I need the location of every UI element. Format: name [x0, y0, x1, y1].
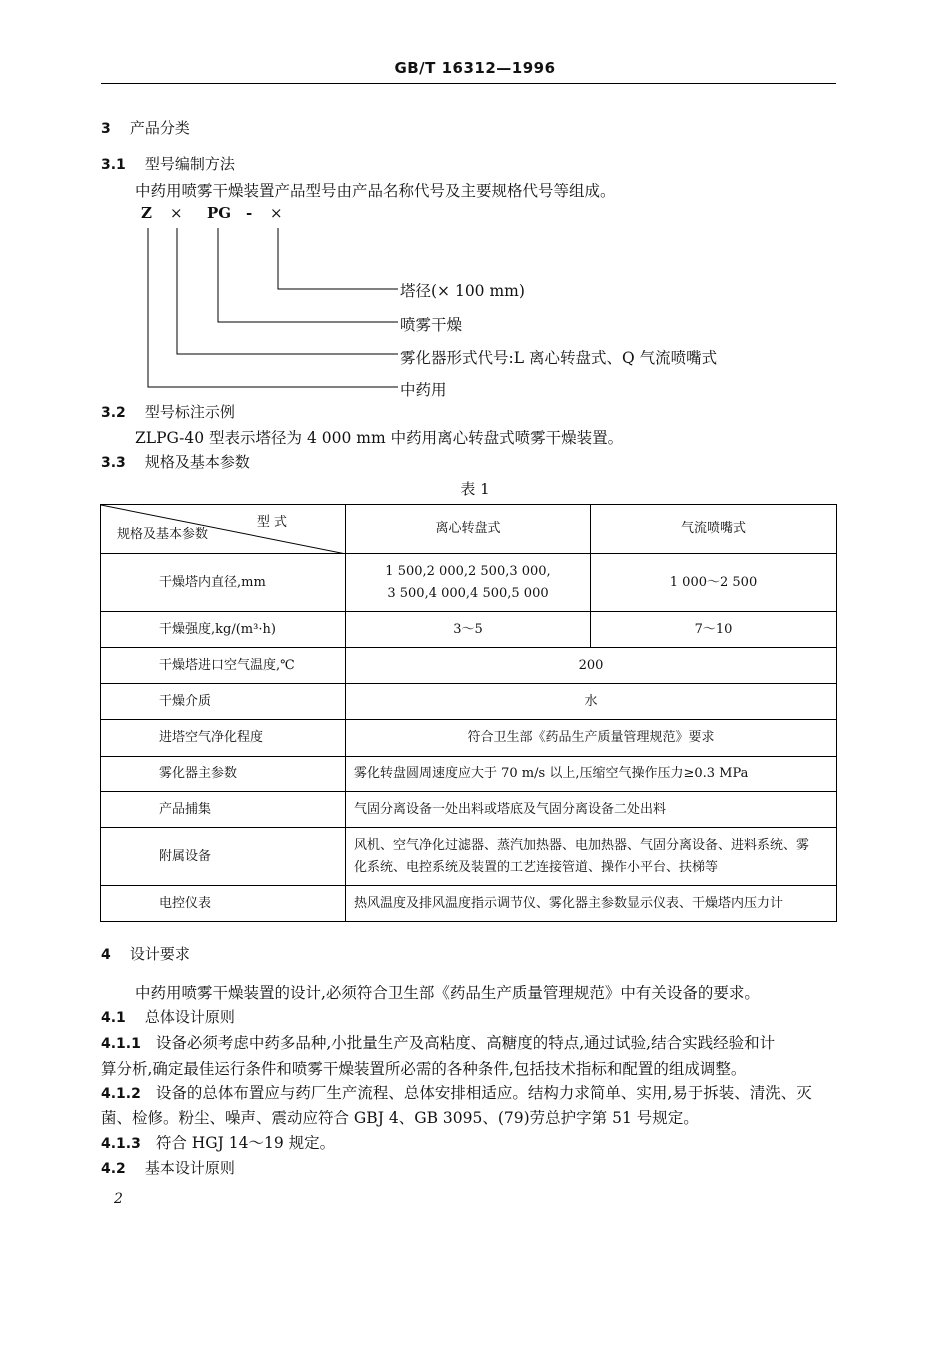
table-row [101, 684, 837, 720]
table-cell [346, 554, 591, 612]
row-label: 干燥塔内直径,mm [101, 554, 346, 612]
clause-number: 4.1.1 [101, 1036, 141, 1052]
section-title: 型号标注示例 [144, 403, 235, 421]
table-cell: 符合卫生部《药品生产质量管理规范》要求 [346, 720, 837, 757]
section-title: 产品分类 [129, 119, 190, 137]
section-title: 总体设计原则 [144, 1008, 235, 1026]
spec-table [100, 504, 837, 922]
table-cell: 热风温度及排风温度指示调节仪、雾化器主参数显示仪表、干燥塔内压力计 [346, 886, 837, 922]
code-z: Z [141, 204, 152, 222]
section-title: 规格及基本参数 [144, 453, 250, 471]
table-row [101, 886, 837, 922]
clause-text: 设备必须考虑中药多品种,小批量生产及高粘度、高糖度的特点,通过试验,结合实践经验和计 [155, 1034, 776, 1052]
row-label: 干燥强度,kg/(m³·h) [101, 612, 346, 648]
section-4-2-heading [101, 1157, 235, 1178]
table-row [101, 828, 837, 886]
section-number: 3.1 [101, 157, 126, 173]
document-header: GB/T 16312—1996 [394, 59, 556, 77]
table-cell: 200 [346, 648, 837, 684]
clause-text: 设备的总体布置应与药厂生产流程、总体安排相适应。结构力求简单、实用,易于拆装、清洗、灭 [155, 1084, 812, 1102]
table-cell: 雾化转盘圆周速度应大于 70 m/s 以上,压缩空气操作压力≥0.3 MPa [346, 757, 837, 792]
section-number: 3.2 [101, 405, 126, 421]
table-cell: 气固分离设备一处出料或塔底及气固分离设备二处出料 [346, 792, 837, 828]
table-caption: 表 1 [460, 480, 490, 498]
cell-line: 3 500,4 000,4 500,5 000 [387, 585, 549, 601]
table-cell: 7～10 [591, 612, 837, 648]
clause-number: 4.1.3 [101, 1136, 141, 1152]
column-header: 离心转盘式 [346, 505, 591, 554]
table-row [101, 757, 837, 792]
leader-line-atomizer [177, 228, 398, 354]
table-cell: 水 [346, 684, 837, 720]
section-number: 4.2 [101, 1161, 126, 1177]
paragraph: 中药用喷雾干燥装置产品型号由产品名称代号及主要规格代号等组成。 [135, 182, 616, 200]
clause-4-1-2 [101, 1081, 812, 1103]
clause-number: 4.1.2 [101, 1086, 141, 1102]
code-dash: - [246, 204, 253, 222]
section-title: 型号编制方法 [144, 155, 235, 173]
table-row [101, 792, 837, 828]
table-cell: 3～5 [346, 612, 591, 648]
row-label: 进塔空气净化程度 [101, 720, 346, 757]
corner-bottom-label: 规格及基本参数 [117, 527, 209, 542]
clause-text: 符合 HGJ 14～19 规定。 [155, 1134, 336, 1152]
table-cell [346, 828, 837, 886]
label-tcm: 中药用 [400, 381, 447, 399]
code-x1: × [170, 204, 183, 222]
leader-line-diameter [278, 228, 398, 289]
section-4-heading [101, 943, 190, 964]
section-number: 3.3 [101, 455, 126, 471]
cell-line: 化系统、电控系统及装置的工艺连接管道、操作小平台、扶梯等 [354, 859, 719, 875]
table-row [101, 554, 837, 612]
page-number: 2 [114, 1191, 123, 1207]
clause-4-1-3 [101, 1131, 335, 1153]
section-3-2-heading [101, 401, 235, 422]
cell-line: 风机、空气净化过滤器、蒸汽加热器、电加热器、气固分离设备、进料系统、雾 [354, 837, 810, 853]
paragraph: ZLPG-40 型表示塔径为 4 000 mm 中药用离心转盘式喷雾干燥装置。 [135, 429, 624, 447]
section-3-3-heading [101, 451, 250, 472]
label-atomizer: 雾化器形式代号:L 离心转盘式、Q 气流喷嘴式 [400, 349, 718, 367]
section-number: 3 [101, 121, 111, 137]
table-header-row [101, 505, 837, 554]
corner-top-label: 型 式 [256, 515, 287, 530]
table-cell: 1 000～2 500 [591, 554, 837, 612]
section-title: 设计要求 [129, 945, 190, 963]
paragraph: 中药用喷雾干燥装置的设计,必须符合卫生部《药品生产质量管理规范》中有关设备的要求。 [135, 984, 760, 1002]
label-spray-drying: 喷雾干燥 [400, 316, 463, 334]
row-label: 电控仪表 [101, 886, 346, 922]
row-label: 附属设备 [101, 828, 346, 886]
corner-cell [101, 505, 346, 554]
clause-line: 菌、检修。粉尘、噪声、震动应符合 GBJ 4、GB 3095、(79)劳总护字第 51 号规定。 [101, 1109, 699, 1127]
label-diameter: 塔径(× 100 mm) [400, 282, 525, 300]
section-number: 4 [101, 947, 111, 963]
table-row [101, 612, 837, 648]
column-header: 气流喷嘴式 [591, 505, 837, 554]
section-number: 4.1 [101, 1010, 126, 1026]
table-row [101, 648, 837, 684]
table-row [101, 720, 837, 757]
clause-line: 算分析,确定最佳运行条件和喷雾干燥装置所必需的各种条件,包括技术指标和配置的组成调整。 [101, 1060, 747, 1078]
code-pg: PG [207, 204, 232, 222]
row-label: 干燥介质 [101, 684, 346, 720]
row-label: 干燥塔进口空气温度,℃ [101, 648, 346, 684]
code-x2: × [270, 204, 283, 222]
section-title: 基本设计原则 [144, 1159, 235, 1177]
row-label: 雾化器主参数 [101, 757, 346, 792]
row-label: 产品捕集 [101, 792, 346, 828]
leader-line-spray [218, 228, 398, 322]
leader-line-tcm [148, 228, 398, 387]
cell-line: 1 500,2 000,2 500,3 000, [385, 563, 551, 579]
section-4-1-heading [101, 1006, 235, 1027]
clause-4-1-1 [101, 1031, 775, 1053]
